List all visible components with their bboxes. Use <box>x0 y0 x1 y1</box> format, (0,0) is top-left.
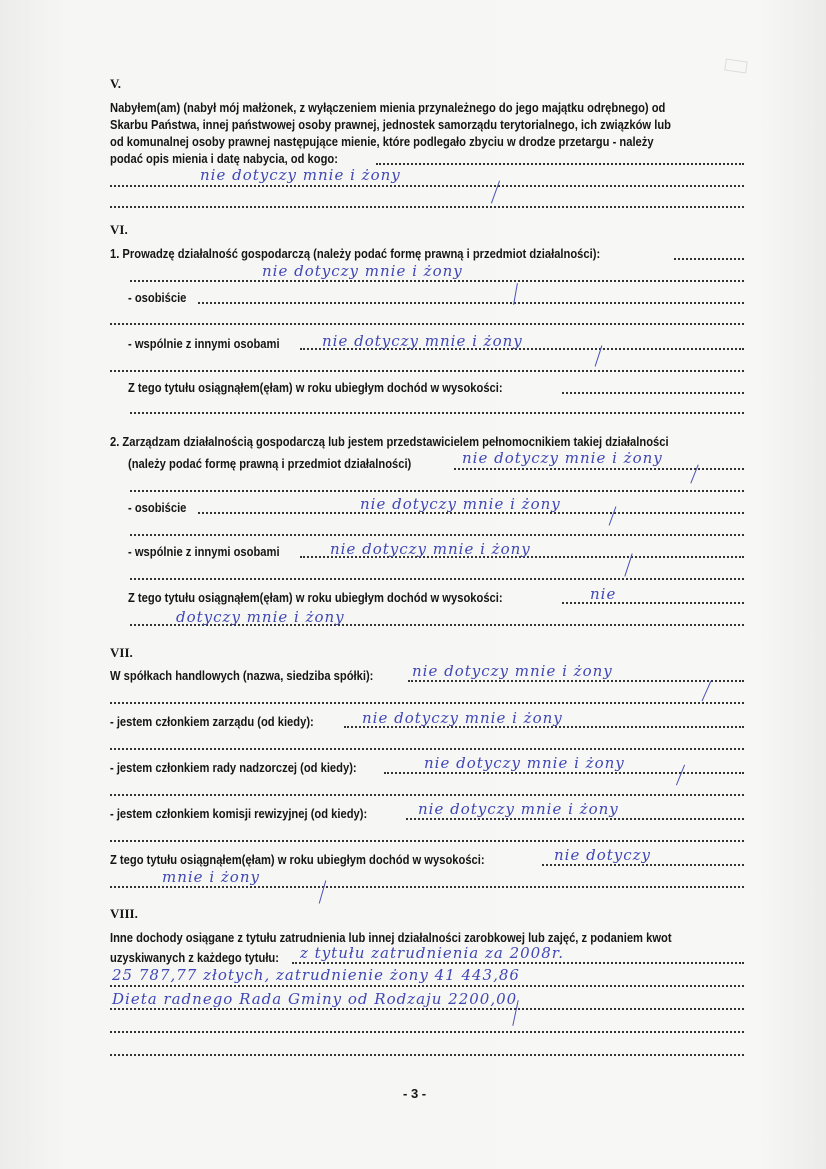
handwritten-answer: z tytułu zatrudnienia za 2008r. <box>300 944 565 962</box>
fill-line <box>562 392 744 394</box>
section-vi-heading: VI. <box>110 222 128 237</box>
fill-line <box>110 323 744 325</box>
handwritten-answer: nie dotyczy mnie i żony <box>330 540 531 558</box>
fill-line <box>110 985 744 987</box>
handwritten-stroke <box>702 681 712 702</box>
section-vii-companies-label: W spółkach handlowych (nazwa, siedziba spółki): <box>110 668 374 683</box>
handwritten-answer: nie dotyczy mnie i żony <box>360 495 561 513</box>
handwritten-answer: nie dotyczy mnie i żony <box>462 449 663 467</box>
handwritten-answer: nie dotyczy mnie i żony <box>424 754 625 772</box>
handwritten-answer: nie dotyczy mnie i żony <box>322 332 523 350</box>
handwritten-answer: Dieta radnego Rada Gminy od Rodzaju 2200,00 <box>112 990 518 1008</box>
section-v-text-line4: podać opis mienia i datę nabycia, od kogo: <box>110 151 338 166</box>
section-vii-income-label: Z tego tytułu osiągnąłem(ęłam) w roku ubiegłym dochód w wysokości: <box>110 852 485 867</box>
section-viii-line1: Inne dochody osiągane z tytułu zatrudnienia lub innej działalności zarobkowej lub zajęć, z podaniem kwot <box>110 930 672 945</box>
section-vi-jointly-label: - wspólnie z innymi osobami <box>128 336 280 351</box>
section-vii-heading: VII. <box>110 645 133 660</box>
section-vi-income-label: Z tego tytułu osiągnąłem(ęłam) w roku ubiegłym dochód w wysokości: <box>128 380 503 395</box>
section-vi-personal-label: - osobiście <box>128 290 187 305</box>
fill-line <box>110 1031 744 1033</box>
section-vii-board-label: - jestem członkiem zarządu (od kiedy): <box>110 714 314 729</box>
fill-line <box>130 578 744 580</box>
fill-line <box>110 702 744 704</box>
handwritten-answer: nie dotyczy mnie i żony <box>412 662 613 680</box>
section-v-heading: V. <box>110 76 121 91</box>
section-vi-personal2-label: - osobiście <box>128 500 187 515</box>
fill-line <box>376 163 744 165</box>
section-vi-income2-label: Z tego tytułu osiągnąłem(ęłam) w roku ubiegłym dochód w wysokości: <box>128 590 503 605</box>
handwritten-stroke <box>609 506 617 525</box>
fill-line <box>110 794 744 796</box>
handwritten-answer: 25 787,77 złotych, zatrudnienie żony 41 443,86 <box>112 966 520 984</box>
fill-line <box>110 886 744 888</box>
fill-line <box>292 962 744 964</box>
section-viii-line2: uzyskiwanych z każdego tytułu: <box>110 950 279 965</box>
section-vi-item2-line2: (należy podać formę prawną i przedmiot działalności) <box>128 456 412 471</box>
section-vi-item1: 1. Prowadzę działalność gospodarczą (należy podać formę prawną i przedmiot działalności): <box>110 246 601 261</box>
handwritten-answer: nie dotyczy mnie i żony <box>362 709 563 727</box>
fill-line <box>110 1054 744 1056</box>
fill-line <box>198 302 744 304</box>
handwritten-answer: nie dotyczy mnie i żony <box>418 800 619 818</box>
fill-line <box>542 864 744 866</box>
handwritten-stroke <box>491 181 500 204</box>
section-vi-jointly2-label: - wspólnie z innymi osobami <box>128 544 280 559</box>
handwritten-answer: nie dotyczy <box>554 846 652 864</box>
fill-line <box>110 206 744 208</box>
section-vii-audit-label: - jestem członkiem komisji rewizyjnej (od kiedy): <box>110 806 368 821</box>
fill-line <box>130 534 744 536</box>
page-number: - 3 - <box>403 1086 427 1101</box>
fill-line <box>408 680 744 682</box>
fill-line <box>110 1008 744 1010</box>
handwritten-answer: dotyczy mnie i żony <box>176 608 345 626</box>
section-v-text-line3: od komunalnej osoby prawnej następujące mienie, które podlegało zbyciu w drodze przetargu - należy <box>110 134 654 149</box>
section-vi-item2-line1: 2. Zarządzam działalnością gospodarczą lub jestem przedstawicielem pełnomocnikiem takiej działalności <box>110 434 669 449</box>
fill-line <box>130 280 744 282</box>
handwritten-answer: mnie i żony <box>162 868 260 886</box>
handwritten-stroke <box>319 880 327 903</box>
handwritten-answer: nie <box>590 585 617 603</box>
section-vii-supervisory-label: - jestem członkiem rady nadzorczej (od kiedy): <box>110 760 357 775</box>
handwritten-stroke <box>676 765 685 786</box>
bleed-through-mark <box>724 59 747 74</box>
section-viii-heading: VIII. <box>110 906 138 921</box>
fill-line <box>110 370 744 372</box>
fill-line <box>110 185 744 187</box>
fill-line <box>110 748 744 750</box>
fill-line <box>384 772 744 774</box>
fill-line <box>454 468 744 470</box>
fill-line <box>130 490 744 492</box>
fill-line <box>406 818 744 820</box>
section-v-text-line1: Nabyłem(am) (nabył mój małżonek, z wyłączeniem mienia przynależnego do jego majątku odrębnego) od <box>110 100 666 115</box>
handwritten-answer: nie dotyczy mnie i żony <box>200 166 401 184</box>
fill-line <box>130 412 744 414</box>
handwritten-answer: nie dotyczy mnie i żony <box>262 262 463 280</box>
fill-line <box>110 840 744 842</box>
section-v-text-line2: Skarbu Państwa, innej państwowej osoby prawnej, jednostek samorządu terytorialnego, ich związków lub <box>110 117 671 132</box>
fill-line <box>674 258 744 260</box>
